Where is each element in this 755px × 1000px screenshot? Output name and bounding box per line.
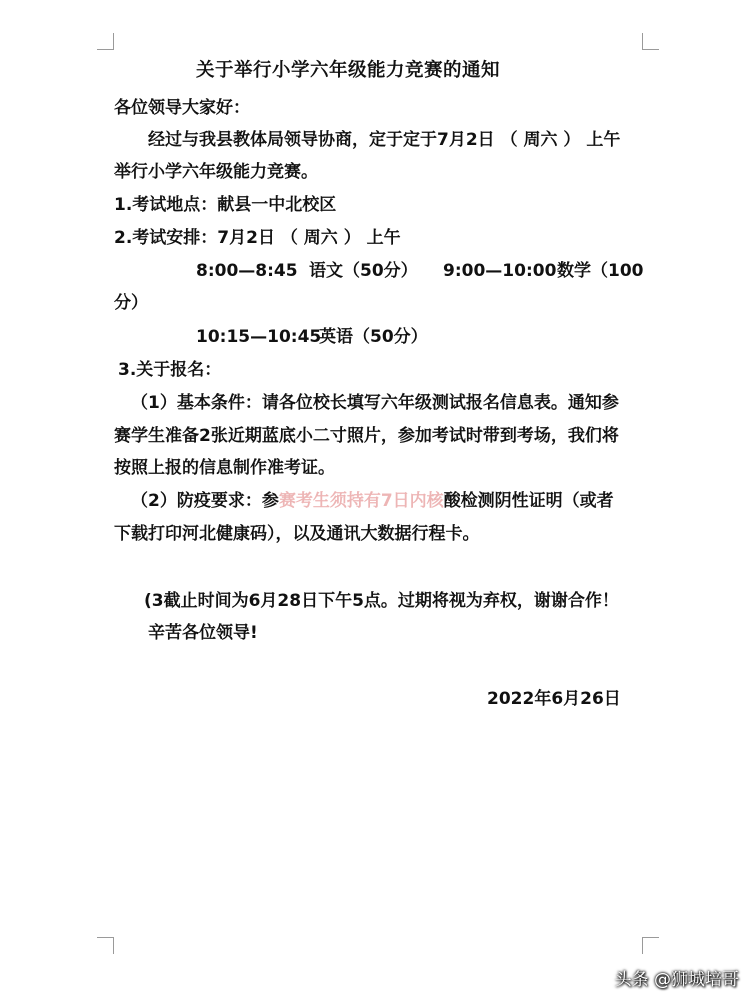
- schedule-math-subject: 数学（100: [557, 261, 644, 281]
- intro-line-2: 举行小学六年级能力竞赛。: [114, 162, 318, 182]
- item-exam-location: 1.考试地点：献县一中北校区: [114, 195, 337, 215]
- item-registration: 3.关于报名：: [118, 360, 222, 380]
- schedule-english-subject: 英语（50分）: [319, 327, 428, 347]
- epidemic-text-a: （2）防疫要求：参: [131, 491, 279, 511]
- registration-epidemic-line-1: [131, 490, 614, 512]
- page-corner-bottom-right: [642, 937, 659, 954]
- document-title: 关于举行小学六年级能力竞赛的通知: [196, 60, 501, 81]
- registration-epidemic-line-2: 下载打印河北健康码），以及通讯大数据行程卡。: [114, 524, 480, 544]
- schedule-chinese-subject: 语文（50分）: [309, 261, 418, 281]
- page-corner-top-right: [642, 33, 659, 50]
- footer-brand-watermark: 头条 @狮城培哥: [614, 970, 739, 990]
- schedule-chinese-time: 8:00—8:45: [196, 261, 298, 281]
- document-date: 2022年6月26日: [487, 689, 621, 709]
- schedule-english-time: 10:15—10:45: [196, 327, 322, 347]
- epidemic-text-overlaid: [279, 491, 444, 511]
- intro-line-1: 经过与我县教体局领导协商，定于定于7月2日 （ 周六 ） 上午: [148, 130, 621, 150]
- schedule-math-time: 9:00—10:00: [443, 261, 557, 281]
- registration-basic-line-2: 赛学生准备2张近期蓝底小二寸照片，参加考试时带到考场，我们将: [114, 426, 619, 446]
- registration-basic-line-1: （1）基本条件：请各位校长填写六年级测试报名信息表。通知参: [131, 393, 619, 413]
- epidemic-text-watermarked: 赛考生须持有7日内核: [278, 491, 444, 511]
- registration-basic-line-3: 按照上报的信息制作准考证。: [114, 458, 335, 478]
- deadline-notice: (3截止时间为6月28日下午5点。过期将视为弃权，谢谢合作！: [144, 591, 619, 611]
- schedule-math-subject-wrap: 分）: [114, 293, 148, 313]
- item-exam-schedule: 2.考试安排：7月2日 （ 周六 ） 上午: [114, 228, 401, 248]
- epidemic-text-b: 酸检测阴性证明（或者: [443, 491, 614, 511]
- greeting: 各位领导大家好：: [114, 98, 250, 118]
- closing-remark: 辛苦各位领导!: [148, 623, 258, 643]
- page-corner-bottom-left: [97, 937, 114, 954]
- page-corner-top-left: [97, 33, 114, 50]
